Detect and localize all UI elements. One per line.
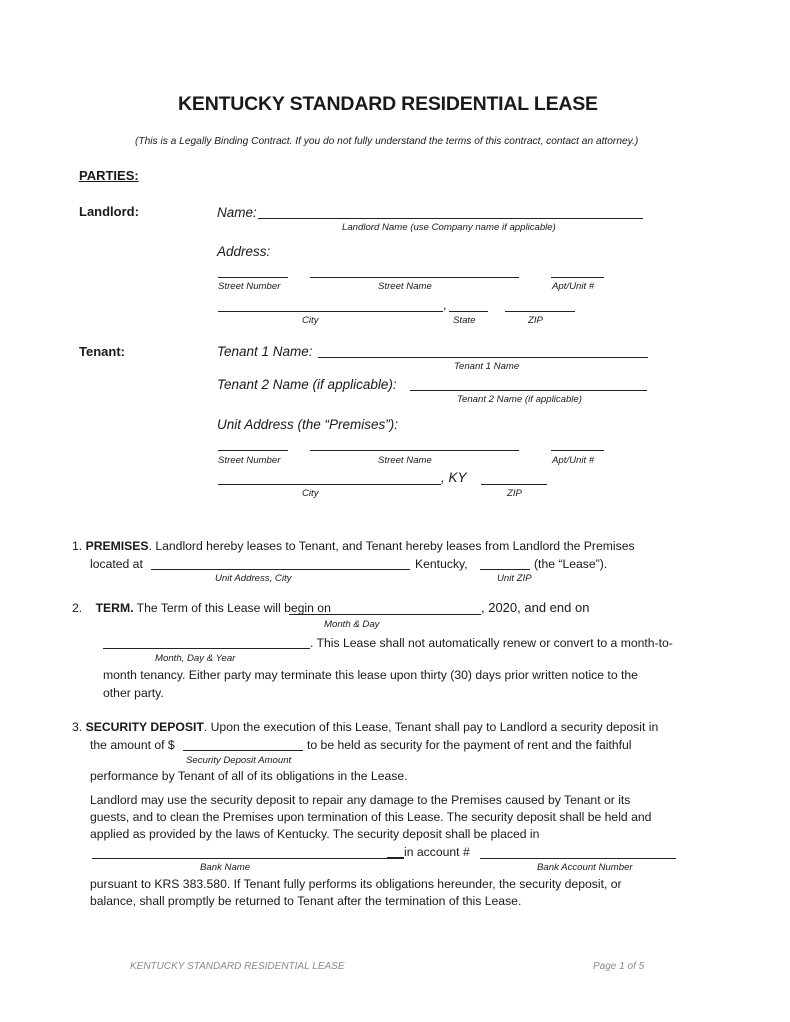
landlord-zip-field[interactable] xyxy=(505,311,575,312)
landlord-name-field[interactable] xyxy=(258,218,643,219)
landlord-street-name-caption: Street Name xyxy=(378,281,432,292)
parties-heading: PARTIES: xyxy=(79,168,139,183)
term-text-line2: . This Lease shall not automatically renew or convert to a month-to- xyxy=(310,636,673,650)
deposit-para3-line1: pursuant to KRS 383.580. If Tenant fully performs its obligations hereunder, the security deposit, or xyxy=(90,877,622,891)
premises-section-line1 xyxy=(72,539,635,553)
term-number: 2. xyxy=(72,601,83,615)
tenant1-name-caption: Tenant 1 Name xyxy=(454,361,520,372)
term-end-field[interactable] xyxy=(103,648,310,649)
term-start-field[interactable] xyxy=(289,614,481,615)
bank-name-field-end xyxy=(387,857,404,859)
term-section-line1 xyxy=(72,601,331,615)
term-text-line4: other party. xyxy=(103,686,164,700)
tenant1-name-label: Tenant 1 Name: xyxy=(217,344,313,359)
deposit-text: . Upon the execution of this Lease, Tenant shall pay to Landlord a security deposit in xyxy=(203,720,659,734)
tenant2-name-field[interactable] xyxy=(410,390,647,391)
premises-address-caption: Unit Address, City xyxy=(215,573,292,584)
footer-page-number: Page 1 of 5 xyxy=(593,961,645,972)
document-subtitle: (This is a Legally Binding Contract. If you do not fully understand the terms of this contract, contact an attorney.) xyxy=(135,136,639,147)
premises-zip-field[interactable] xyxy=(480,569,530,570)
landlord-street-number-field[interactable] xyxy=(218,277,288,278)
term-text-a: The Term of this Lease will begin on xyxy=(133,601,331,615)
landlord-label: Landlord: xyxy=(79,204,139,219)
unit-zip-caption: ZIP xyxy=(507,488,522,499)
premises-zip-caption: Unit ZIP xyxy=(497,573,532,584)
premises-address-field[interactable] xyxy=(151,569,410,570)
term-end-caption: Month, Day & Year xyxy=(155,653,236,664)
unit-city-field[interactable] xyxy=(218,484,441,485)
landlord-comma: , xyxy=(443,298,447,312)
landlord-name-caption: Landlord Name (use Company name if applicable) xyxy=(342,222,556,233)
premises-kentucky: Kentucky, xyxy=(415,557,468,571)
premises-lease-def: (the “Lease”). xyxy=(534,557,608,571)
term-text-line3: month tenancy. Either party may terminate this lease upon thirty (30) days prior written notice to the xyxy=(103,668,638,682)
unit-state-text: , KY xyxy=(441,470,467,485)
unit-address-label: Unit Address (the “Premises”): xyxy=(217,417,399,432)
term-heading: TERM. xyxy=(95,601,134,615)
landlord-address-label: Address: xyxy=(217,244,271,259)
unit-street-name-caption: Street Name xyxy=(378,455,432,466)
unit-street-name-field[interactable] xyxy=(310,450,519,451)
deposit-para3-line2: balance, shall promptly be returned to Tenant after the termination of this Lease. xyxy=(90,894,522,908)
deposit-text-line3: performance by Tenant of all of its obligations in the Lease. xyxy=(90,769,408,783)
unit-apt-caption: Apt/Unit # xyxy=(552,455,595,466)
deposit-heading: SECURITY DEPOSIT xyxy=(85,720,204,734)
deposit-amount-label: the amount of $ xyxy=(90,738,175,752)
in-account-label: in account # xyxy=(404,845,470,859)
bank-account-field[interactable] xyxy=(480,858,676,859)
landlord-zip-caption: ZIP xyxy=(528,315,543,326)
deposit-para2-line3: applied as provided by the laws of Kentucky. The security deposit shall be placed in xyxy=(90,827,540,841)
premises-located-at: located at xyxy=(90,557,143,571)
term-text-b: , 2020, and end on xyxy=(481,600,590,615)
term-start-caption: Month & Day xyxy=(324,619,380,630)
tenant-label: Tenant: xyxy=(79,344,125,359)
unit-street-number-field[interactable] xyxy=(218,450,288,451)
premises-heading: PREMISES xyxy=(85,539,149,553)
unit-zip-field[interactable] xyxy=(481,484,547,485)
landlord-street-name-field[interactable] xyxy=(310,277,519,278)
tenant1-name-field[interactable] xyxy=(318,357,648,358)
landlord-apt-caption: Apt/Unit # xyxy=(552,281,595,292)
landlord-apt-field[interactable] xyxy=(551,277,604,278)
tenant2-name-caption: Tenant 2 Name (if applicable) xyxy=(457,394,582,405)
deposit-text-line2: to be held as security for the payment of rent and the faithful xyxy=(307,738,632,752)
landlord-city-caption: City xyxy=(302,315,319,326)
landlord-city-field[interactable] xyxy=(218,311,443,312)
landlord-state-caption: State xyxy=(453,315,476,326)
landlord-state-field[interactable] xyxy=(449,311,488,312)
landlord-street-number-caption: Street Number xyxy=(218,281,281,292)
deposit-para2-line1: Landlord may use the security deposit to repair any damage to the Premises caused by Tenant or its xyxy=(90,793,631,807)
unit-apt-field[interactable] xyxy=(551,450,604,451)
bank-account-caption: Bank Account Number xyxy=(537,862,633,873)
bank-name-caption: Bank Name xyxy=(200,862,251,873)
unit-street-number-caption: Street Number xyxy=(218,455,281,466)
landlord-name-label: Name: xyxy=(217,205,257,220)
tenant2-name-label: Tenant 2 Name (if applicable): xyxy=(217,377,397,392)
deposit-amount-field[interactable] xyxy=(183,750,303,751)
deposit-number: 3. xyxy=(72,720,83,734)
document-title: KENTUCKY STANDARD RESIDENTIAL LEASE xyxy=(178,93,598,115)
deposit-section-line1 xyxy=(72,720,658,734)
deposit-amount-caption: Security Deposit Amount xyxy=(186,755,292,766)
unit-city-caption: City xyxy=(302,488,319,499)
premises-text: . Landlord hereby leases to Tenant, and Tenant hereby leases from Landlord the Premises xyxy=(148,539,635,553)
bank-name-field[interactable] xyxy=(92,858,387,859)
premises-number: 1. xyxy=(72,539,83,553)
deposit-para2-line2: guests, and to clean the Premises upon termination of this Lease. The security deposit shall be held and xyxy=(90,810,652,824)
footer-title: KENTUCKY STANDARD RESIDENTIAL LEASE xyxy=(130,961,345,972)
